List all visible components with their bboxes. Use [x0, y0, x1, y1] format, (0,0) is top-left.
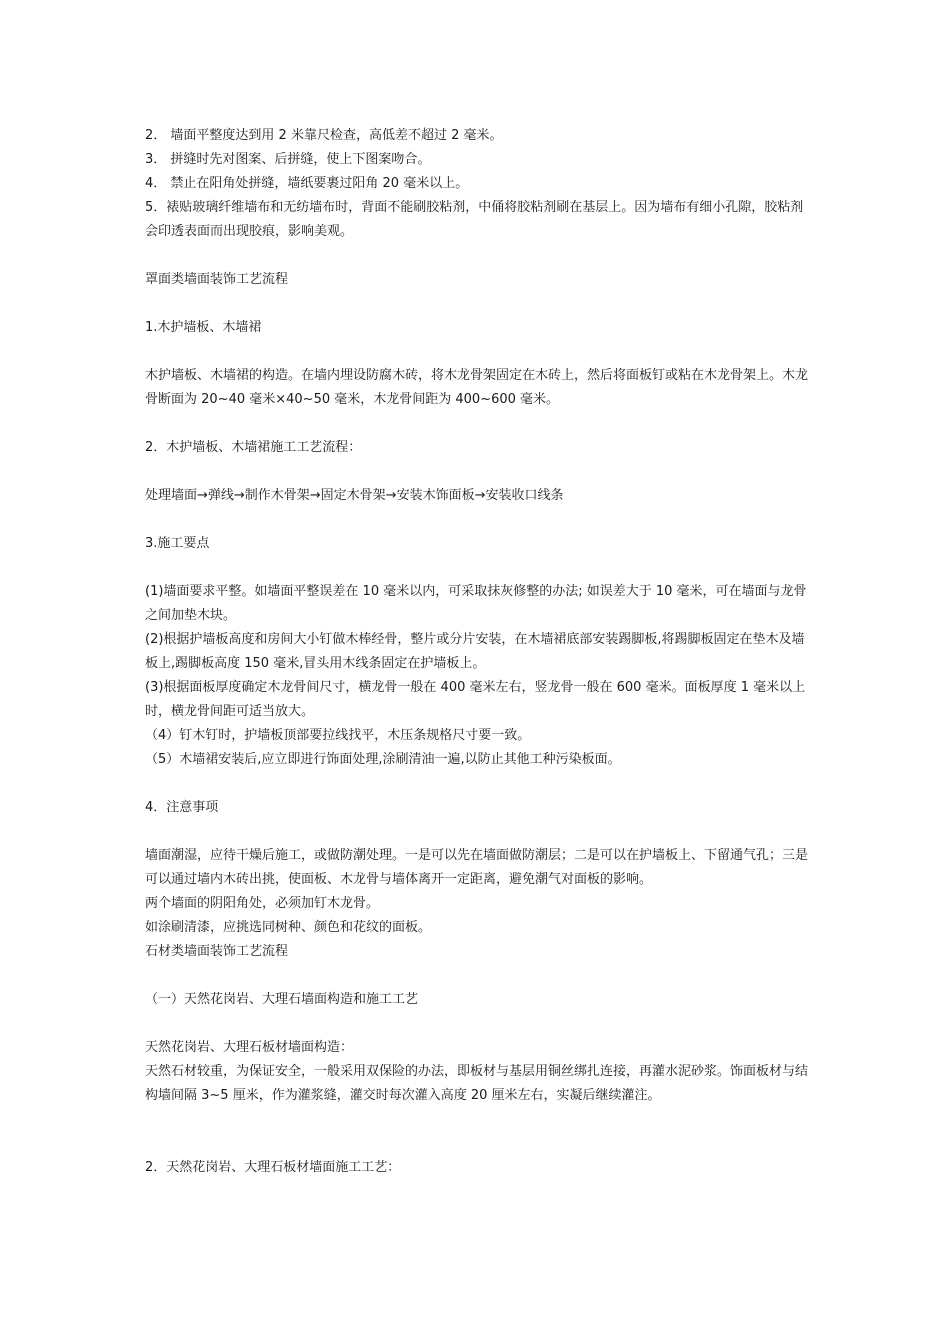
paragraph: 5．裱贴玻璃纤维墙布和无纺墙布时，背面不能刷胶粘剂，中俑将胶粘剂刷在基层上。因为墙布有细小孔隙，胶粘剂会印透表面而出现胶痕，影响美观。	[145, 200, 804, 239]
paragraph-spacer	[145, 772, 810, 796]
paragraph: 3． 拼缝时先对图案、后拼缝，使上下图案吻合。	[145, 152, 431, 167]
paragraph: 4．注意事项	[145, 800, 219, 815]
paragraph: (3)根据面板厚度确定木龙骨间尺寸，横龙骨一般在 400 毫米左右，竖龙骨一般在 600 毫米。面板厚度 1 毫米以上时，横龙骨间距可适当放大。	[145, 680, 806, 719]
paragraph: 罩面类墙面装饰工艺流程	[145, 272, 289, 287]
paragraph: 两个墙面的阴阳角处，必须加钉木龙骨。	[145, 896, 380, 911]
paragraph: （一）天然花岗岩、大理石墙面构造和施工工艺	[145, 992, 419, 1007]
paragraph: 4． 禁止在阳角处拼缝，墙纸要裹过阳角 20 毫米以上。	[145, 176, 469, 191]
paragraph-spacer	[145, 508, 810, 532]
paragraph-spacer	[145, 244, 810, 268]
paragraph: 2．天然花岗岩、大理石板材墙面施工工艺：	[145, 1160, 401, 1175]
document-body	[145, 124, 810, 1180]
paragraph: (2)根据护墙板高度和房间大小钉做木棒经骨，整片或分片安装，在木墙裙底部安装踢脚板,将踢脚板固定在垫木及墙板上,踢脚板高度 150 毫米,冒头用木线条固定在护墙板上。	[145, 632, 805, 671]
paragraph-spacer	[145, 460, 810, 484]
paragraph: 3.施工要点	[145, 536, 210, 551]
paragraph-spacer	[145, 412, 810, 436]
paragraph: 天然石材较重，为保证安全，一般采用双保险的办法，即板材与基层用铜丝绑扎连接，再灌水泥砂浆。饰面板材与结构墙间隔 3~5 厘米，作为灌浆缝，灌交时每次灌入高度 20 厘米左右，实凝后继续灌注。	[145, 1064, 809, 1103]
paragraph: 如涂刷清漆，应挑选同树种、颜色和花纹的面板。	[145, 920, 432, 935]
paragraph: 石材类墙面装饰工艺流程	[145, 944, 289, 959]
paragraph-spacer	[145, 556, 810, 580]
paragraph: 2．木护墙板、木墙裙施工工艺流程：	[145, 440, 362, 455]
paragraph: （5）木墙裙安装后,应立即进行饰面处理,涂刷清油一遍,以防止其他工种污染板面。	[145, 752, 621, 767]
paragraph: 处理墙面→弹线→制作木骨架→固定木骨架→安装木饰面板→安装收口线条	[145, 488, 564, 503]
paragraph: (1)墙面要求平整。如墙面平整误差在 10 毫米以内，可采取抹灰修整的办法; 如误差大于 10 毫米，可在墙面与龙骨之间加垫木块。	[145, 584, 807, 623]
paragraph: 2． 墙面平整度达到用 2 米靠尺检查，高低差不超过 2 毫米。	[145, 128, 503, 143]
paragraph-spacer	[145, 1108, 810, 1156]
paragraph: 墙面潮湿，应待干燥后施工，或做防潮处理。一是可以先在墙面做防潮层；二是可以在护墙板上、下留通气孔；三是可以通过墙内木砖出挑，使面板、木龙骨与墙体离开一定距离，避免潮气对面板的影响。	[145, 848, 809, 887]
paragraph: （4）钉木钉时，护墙板顶部要拉线找平，木压条规格尺寸要一致。	[145, 728, 531, 743]
paragraph-spacer	[145, 964, 810, 988]
paragraph-spacer	[145, 1012, 810, 1036]
paragraph-spacer	[145, 292, 810, 316]
paragraph-spacer	[145, 820, 810, 844]
paragraph-spacer	[145, 340, 810, 364]
paragraph: 1.木护墙板、木墙裙	[145, 320, 262, 335]
paragraph: 天然花岗岩、大理石板材墙面构造：	[145, 1040, 354, 1055]
paragraph: 木护墙板、木墙裙的构造。在墙内埋设防腐木砖，将木龙骨架固定在木砖上，然后将面板钉或粘在木龙骨架上。木龙骨断面为 20~40 毫米×40~50 毫米，木龙骨间距为 400~600 毫米。	[145, 368, 809, 407]
